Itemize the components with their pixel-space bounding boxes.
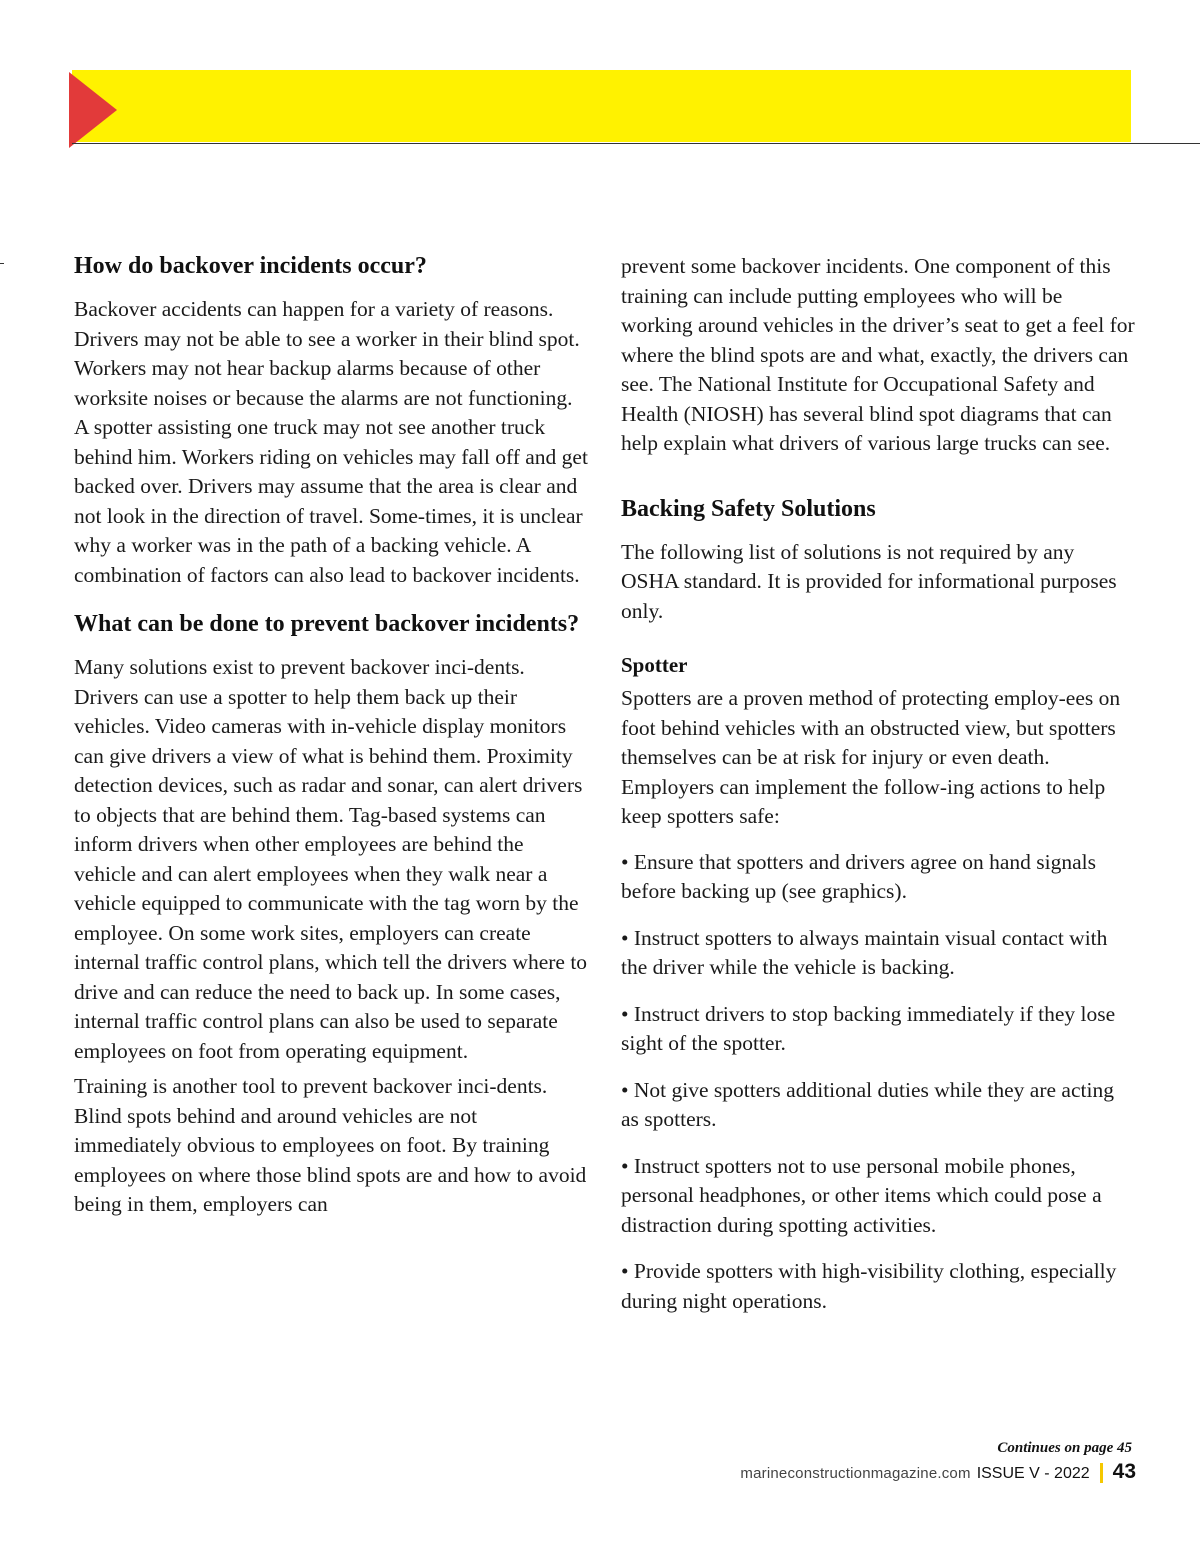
header-banner [72, 70, 1131, 142]
continues-note: Continues on page 45 [997, 1440, 1132, 1456]
bullet-item: • Not give spotters additional duties while they are acting as spotters. [621, 1077, 1114, 1131]
bullet-item: • Instruct spotters not to use personal mobile phones, personal headphones, or other items which could pose a distraction during spotting activities. [621, 1153, 1102, 1237]
footer-divider [1100, 1463, 1103, 1483]
banner-arrow-icon [69, 72, 117, 148]
left-column [74, 252, 588, 1234]
paragraph: Many solutions exist to prevent backover inci-dents. Drivers can use a spotter to help them back up their vehicles. Video cameras with in-vehicle display monitors can give drivers a view of what is behind them. Proximity detection devices, such as radar and sonar, can alert drivers to objects that are behind them. Tag-based systems can inform drivers when other employees are behind the vehicle and can alert employees when they walk near a vehicle equipped to communicate with the tag worn by the employee. On some work sites, employers can create internal traffic control plans, which tell the drivers where to drive and can reduce the need to back up. In some cases, internal traffic control plans can also be used to separate employees on foot from operating equipment. [74, 655, 588, 1063]
edge-mark [0, 263, 4, 264]
paragraph: Spotters are a proven method of protecting employ-ees on foot behind vehicles with an obstructed view, but spotters themselves can be at risk for injury or even death. Employers can implement the follow-ing actions to help keep spotters safe: [621, 686, 1121, 828]
subheading-spotter: Spotter [621, 653, 688, 677]
header-rule [72, 143, 1200, 144]
bullet-item: • Ensure that spotters and drivers agree on hand signals before backing up (see graphics). [621, 849, 1097, 903]
page-footer [740, 1460, 1136, 1486]
paragraph: The following list of solutions is not required by any OSHA standard. It is provided for informational purposes only. [621, 539, 1117, 623]
paragraph: Training is another tool to prevent backover inci-dents. Blind spots behind and around vehicles are not immediately obvious to employees on foot. By training employees on where those blind spots are and how to avoid being in them, employers can [74, 1074, 587, 1216]
heading-prevent: What can be done to prevent backover incidents? [74, 611, 580, 637]
paragraph: Backover accidents can happen for a variety of reasons. Drivers may not be able to see a worker in their blind spot. Workers may not hear backup alarms because of other worksite noises or because the alarms are not functioning. A spotter assisting one truck may not see another truck behind him. Workers riding on vehicles may fall off and get backed over. Drivers may assume that the area is clear and not look in the direction of travel. Some-times, it is unclear why a worker was in the path of a backing vehicle. A combination of factors can also lead to backover incidents. [74, 297, 588, 587]
page-number: 43 [1112, 1460, 1136, 1483]
bullet-item: • Provide spotters with high-visibility clothing, especially during night operations. [621, 1259, 1117, 1313]
heading-backing-safety: Backing Safety Solutions [621, 495, 876, 522]
footer-site: marineconstructionmagazine.com [740, 1465, 971, 1482]
bullet-item: • Instruct spotters to always maintain visual contact with the driver while the vehicle is backing. [621, 925, 1108, 979]
right-column [621, 252, 1135, 1330]
paragraph: prevent some backover incidents. One component of this training can include putting employees who will be working around vehicles in the driver’s seat to get a feel for where the blind spots are and what, exactly, the drivers can see. The National Institute for Occupational Safety and Health (NIOSH) has several blind spot diagrams that can help explain what drivers of various large trucks can see. [621, 254, 1135, 455]
footer-issue: ISSUE V - 2022 [976, 1465, 1090, 1482]
bullet-item: • Instruct drivers to stop backing immediately if they lose sight of the spotter. [621, 1001, 1116, 1055]
heading-how-occur: How do backover incidents occur? [74, 253, 427, 279]
